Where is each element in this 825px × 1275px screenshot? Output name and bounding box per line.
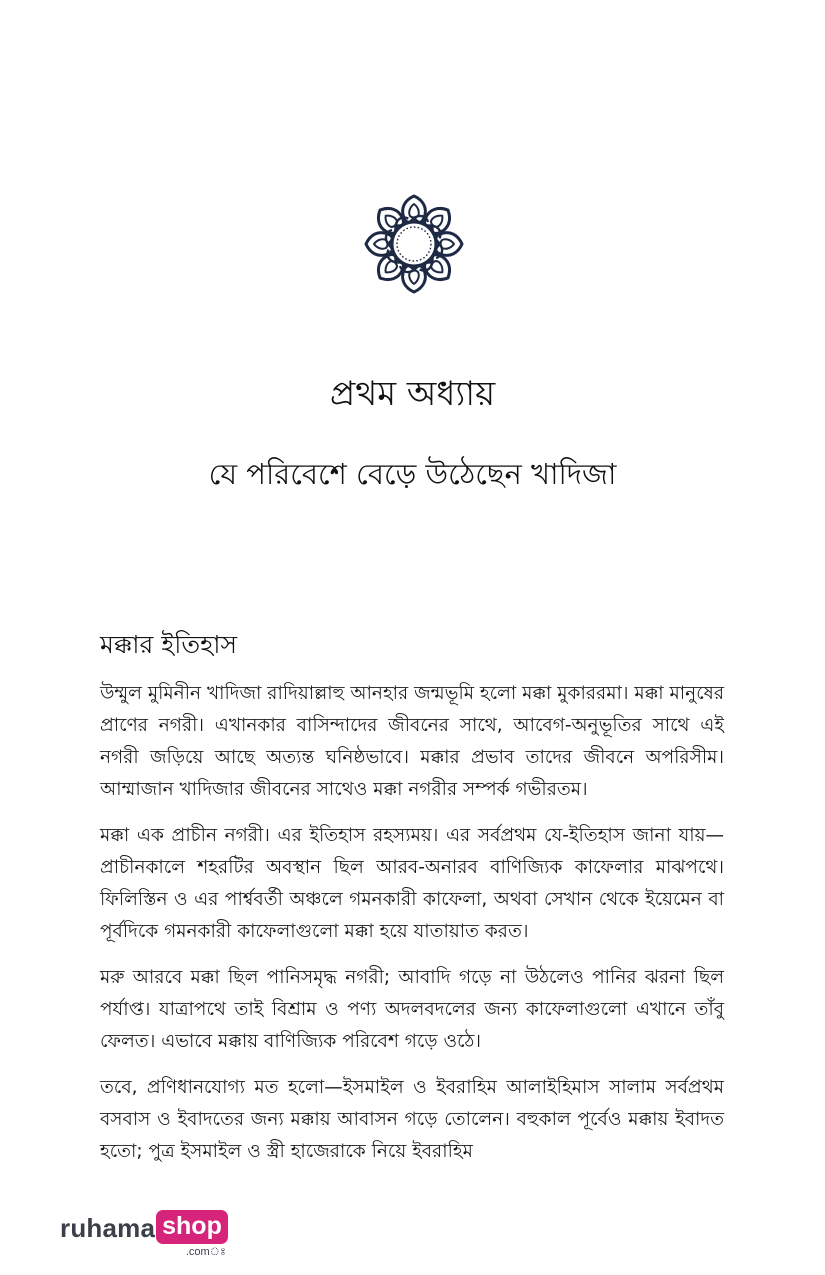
logo-domain-label: .comঃ <box>185 1246 226 1258</box>
logo-badge <box>156 1210 228 1259</box>
paragraph: মক্কা এক প্রাচীন নগরী। এর ইতিহাস রহস্যময়। এর সর্বপ্রথম যে-ইতিহাস জানা যায়—প্রাচীনকালে শহরটির অবস্থান ছিল আরব-অনারব বাণিজ্যিক কাফেলার মাঝপথে। ফিলিস্তিন ও এর পার্শ্ববর্তী অঞ্চলে গমনকারী কাফেলা, অথবা সেখান থেকে ইয়েমেন বা পূর্বদিকে গমনকারী কাফেলাগুলো মক্কা হয়ে যাতায়াত করত। <box>100 825 724 942</box>
paragraph: মরু আরবে মক্কা ছিল পানিসমৃদ্ধ নগরী; আবাদি গড়ে না উঠলেও পানির ঝরনা ছিল পর্যাপ্ত। যাত্রাপথে তাই বিশ্রাম ও পণ্য অদলবদলের জন্য কাফেলাগুলো এখানে তাঁবু ফেলত। এভাবে মক্কায় বাণিজ্যিক পরিবেশ গড়ে ওঠে। <box>100 967 724 1052</box>
chapter-subtitle: যে পরিবেশে বেড়ে উঠেছেন খাদিজা <box>208 457 617 491</box>
logo-shop-label: shop <box>156 1210 228 1244</box>
section-heading: মক্কার ইতিহাস <box>100 630 238 659</box>
paragraph: তবে, প্রণিধানযোগ্য মত হলো—ইসমাইল ও ইবরাহিম আলাইহিমাস সালাম সর্বপ্রথম বসবাস ও ইবাদতের জন্য মক্কায় আবাসন গড়ে তোলেন। বহুকাল পূর্বেও মক্কায় ইবাদত হতো; পুত্র ইসমাইল ও স্ত্রী হাজেরাকে নিয়ে ইবরাহিম <box>100 1077 724 1162</box>
body-text <box>100 678 724 1182</box>
lotus-mandala-ornament-icon <box>362 192 466 296</box>
logo-wordmark: ruhama <box>60 1213 156 1243</box>
chapter-title: প্রথম অধ্যায় <box>329 374 496 414</box>
publisher-logo <box>60 1210 228 1258</box>
paragraph: উম্মুল মুমিনীন খাদিজা রাদিয়াল্লাহু আনহার জন্মভূমি হলো মক্কা মুকাররমা। মক্কা মানুষের প্রাণের নগরী। এখানকার বাসিন্দাদের জীবনের সাথে, আবেগ-অনুভূতির সাথে এই নগরী জড়িয়ে আছে অত্যন্ত ঘনিষ্ঠভাবে। মক্কার প্রভাব তাদের জীবনে অপরিসীম। আম্মাজান খাদিজার জীবনের সাথেও মক্কা নগরীর সম্পর্ক গভীরতম। <box>100 683 724 800</box>
